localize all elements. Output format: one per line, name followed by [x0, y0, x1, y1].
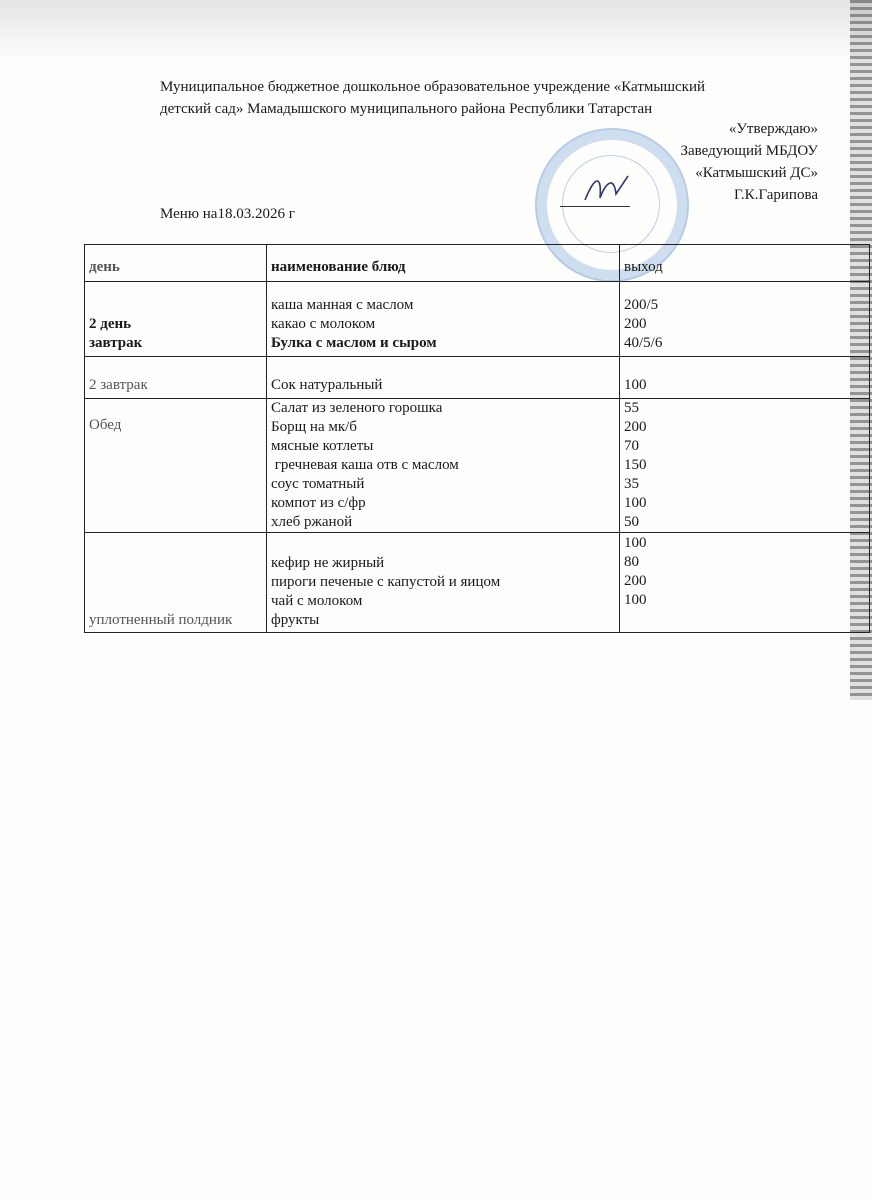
dish-item: гречневая каша отв с маслом	[271, 457, 459, 473]
dish-item: какао с молоком	[271, 316, 376, 332]
table-row	[85, 399, 870, 533]
dish-item: соус томатный	[271, 476, 365, 492]
table-header-row	[85, 245, 870, 282]
table-row	[85, 357, 870, 399]
output-value: 70	[624, 438, 639, 454]
dish-item: чай с молоком	[271, 593, 363, 609]
signature-line	[560, 206, 630, 207]
output-value: 100	[624, 535, 647, 551]
dish-item: Булка с маслом и сыром	[271, 335, 437, 351]
output-value: 200/5	[624, 297, 659, 313]
dish-item: каша манная с маслом	[271, 297, 414, 313]
output-value: 200	[624, 316, 647, 332]
output-value: 40/5/6	[624, 335, 663, 351]
dish-list	[267, 357, 620, 399]
output-value: 55	[624, 400, 639, 416]
meal-day-label: 2 день	[89, 316, 132, 332]
approve-position: Заведующий МБДОУ	[680, 143, 818, 159]
meal-label: завтрак	[89, 335, 143, 351]
org-line-2: детский сад» Мамадышского муниципального района Республики Татарстан	[160, 101, 653, 117]
dish-list	[267, 399, 620, 533]
output-value: 80	[624, 554, 639, 570]
dish-item: хлеб ржаной	[271, 514, 353, 530]
dish-item: Салат из зеленого горошка	[271, 400, 443, 416]
dish-item: фрукты	[271, 612, 320, 628]
output-list	[620, 399, 870, 533]
approval-block	[600, 118, 818, 206]
output-value: 200	[624, 419, 647, 435]
output-list	[620, 282, 870, 357]
dish-item: Борщ на мк/б	[271, 419, 357, 435]
approve-title: «Утверждаю»	[728, 121, 818, 137]
output-value: 200	[624, 573, 647, 589]
scan-shadow-top	[0, 0, 872, 60]
dish-item: компот из с/фр	[271, 495, 366, 511]
dish-item: мясные котлеты	[271, 438, 374, 454]
output-list	[620, 357, 870, 399]
header-day: день	[85, 245, 267, 282]
org-line-1: Муниципальное бюджетное дошкольное образовательное учреждение «Катмышский	[160, 79, 706, 95]
output-value: 100	[624, 495, 647, 511]
menu-table	[84, 244, 870, 633]
meal-name: Обед	[85, 399, 267, 533]
approve-institution: «Катмышский ДС»	[695, 165, 818, 181]
dish-list	[267, 533, 620, 633]
output-value: 100	[624, 592, 647, 608]
menu-date: Меню на18.03.2026 г	[160, 206, 295, 222]
meal-name	[85, 282, 267, 357]
header-output: выход	[620, 245, 870, 282]
table-row	[85, 282, 870, 357]
meal-name: 2 завтрак	[85, 357, 267, 399]
dish-item: кефир не жирный	[271, 555, 385, 571]
output-value: 150	[624, 457, 647, 473]
dish-item: пироги печеные с капустой и яицом	[271, 574, 501, 590]
dish-list	[267, 282, 620, 357]
output-value: 50	[624, 514, 639, 530]
table-row	[85, 533, 870, 633]
output-value: 35	[624, 476, 639, 492]
header-dish: наименование блюд	[267, 245, 620, 282]
meal-name: уплотненный полдник	[85, 533, 267, 633]
organization-header	[160, 76, 800, 120]
dish-item: Сок натуральный	[271, 377, 383, 393]
approve-name: Г.К.Гарипова	[733, 187, 818, 203]
output-list	[620, 533, 870, 633]
output-value: 100	[624, 377, 647, 393]
